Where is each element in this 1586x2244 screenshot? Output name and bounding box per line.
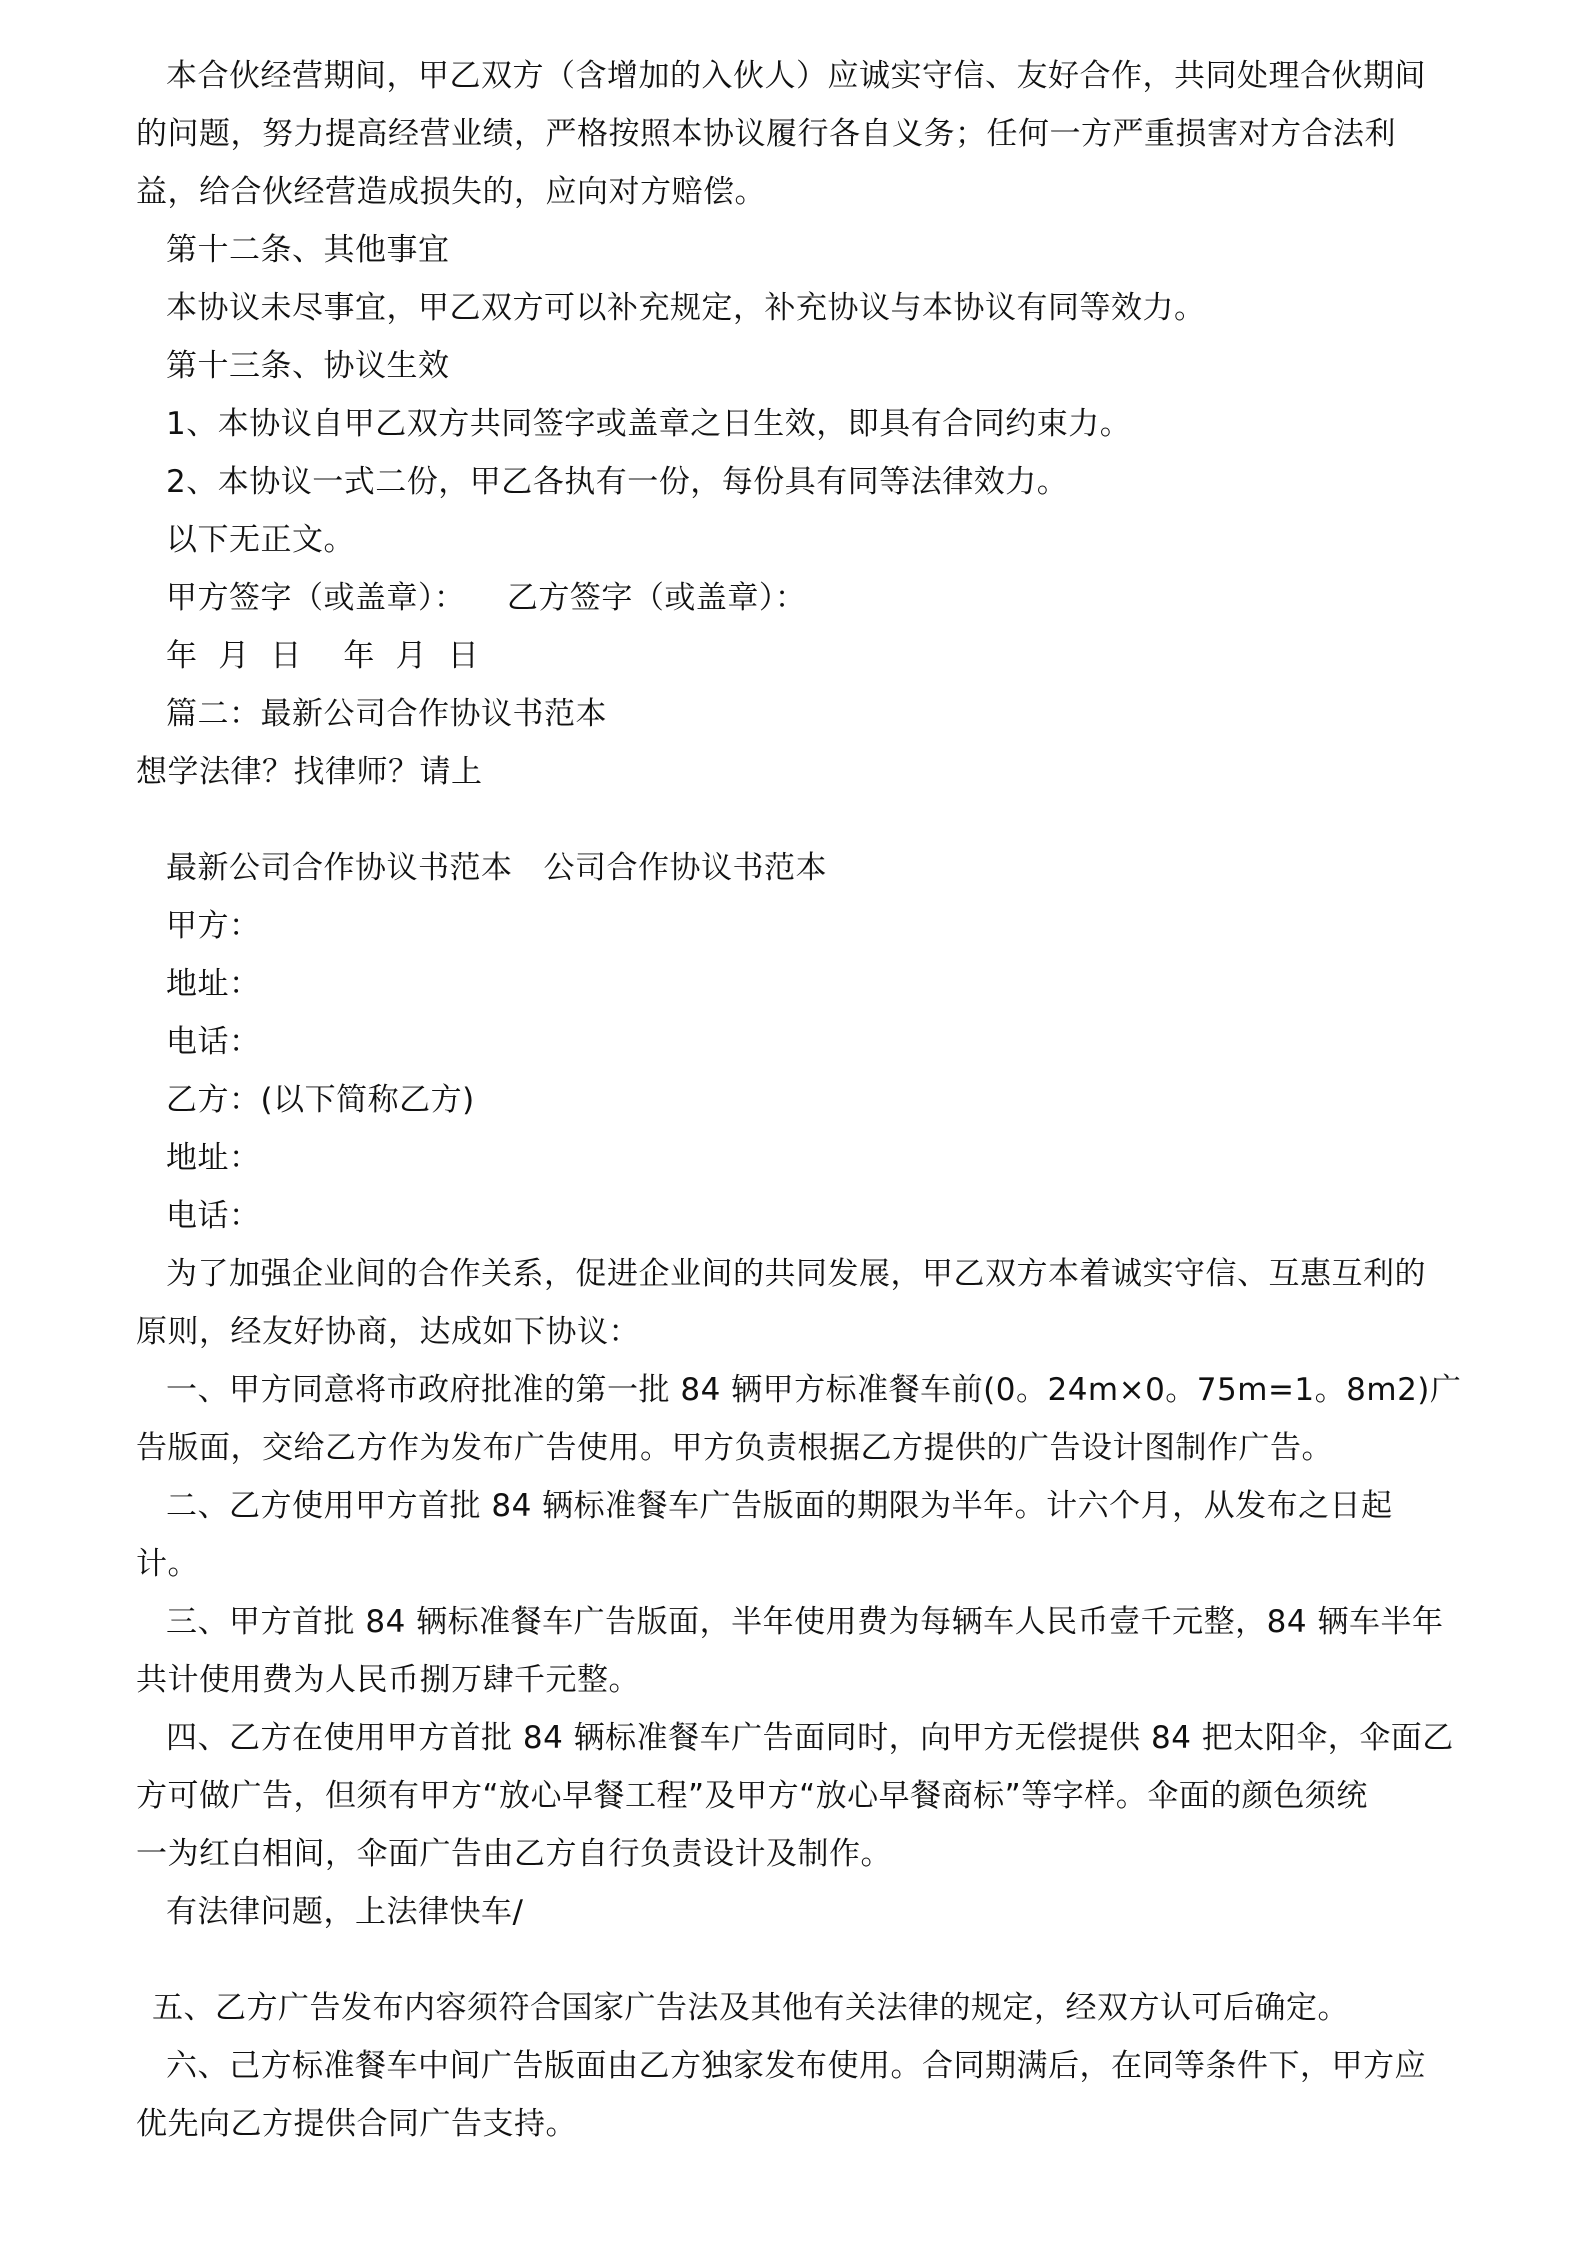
paragraph-line: 想学法律？找律师？请上 xyxy=(136,754,483,790)
paragraph-line: 本合伙经营期间，甲乙双方（含增加的入伙人）应诚实守信、友好合作，共同处理合伙期间 xyxy=(166,58,1426,94)
paragraph-line: 1、本协议自甲乙双方共同签字或盖章之日生效，即具有合同约束力。 xyxy=(166,406,1132,442)
paragraph-line: 优先向乙方提供合同广告支持。 xyxy=(136,2106,577,2142)
paragraph-line: 的问题，努力提高经营业绩，严格按照本协议履行各自义务；任何一方严重损害对方合法利 xyxy=(136,116,1396,152)
paragraph-line: 四、乙方在使用甲方首批 84 辆标准餐车广告面同时，向甲方无偿提供 84 把太阳伞，伞面乙 xyxy=(166,1720,1454,1756)
paragraph-line: 六、己方标准餐车中间广告版面由乙方独家发布使用。合同期满后，在同等条件下，甲方应 xyxy=(166,2048,1426,2084)
paragraph-line: 告版面，交给乙方作为发布广告使用。甲方负责根据乙方提供的广告设计图制作广告。 xyxy=(136,1430,1333,1466)
document-title: 最新公司合作协议书范本 公司合作协议书范本 xyxy=(166,850,828,886)
paragraph-line: 共计使用费为人民币捌万肆千元整。 xyxy=(136,1662,640,1698)
field-label: 电话： xyxy=(166,1198,261,1234)
paragraph-line: 原则，经友好协商，达成如下协议： xyxy=(136,1314,640,1350)
paragraph-line: 为了加强企业间的合作关系，促进企业间的共同发展，甲乙双方本着诚实守信、互惠互利的 xyxy=(166,1256,1426,1292)
paragraph-line: 三、甲方首批 84 辆标准餐车广告版面，半年使用费为每辆车人民币壹千元整，84 辆车半年 xyxy=(166,1604,1444,1640)
paragraph-line: 本协议未尽事宜，甲乙双方可以补充规定，补充协议与本协议有同等效力。 xyxy=(166,290,1206,326)
signature-line: 甲方签字（或盖章）： 乙方签字（或盖章）： xyxy=(166,580,807,616)
section-heading: 篇二：最新公司合作协议书范本 xyxy=(166,696,607,732)
field-label: 甲方： xyxy=(166,908,261,944)
field-label: 地址： xyxy=(166,1140,261,1176)
field-label: 乙方：(以下简称乙方) xyxy=(166,1082,475,1118)
date-line: 年 月 日 年 月 日 xyxy=(166,638,480,674)
paragraph-line: 有法律问题，上法律快车/ xyxy=(166,1894,524,1930)
paragraph-line: 计。 xyxy=(136,1546,199,1582)
paragraph-line: 二、乙方使用甲方首批 84 辆标准餐车广告版面的期限为半年。计六个月，从发布之日起 xyxy=(166,1488,1393,1524)
section-heading: 第十二条、其他事宜 xyxy=(166,232,450,268)
field-label: 地址： xyxy=(166,966,261,1002)
paragraph-line: 方可做广告，但须有甲方“放心早餐工程”及甲方“放心早餐商标”等字样。伞面的颜色须统 xyxy=(136,1778,1368,1814)
paragraph-line: 五、乙方广告发布内容须符合国家广告法及其他有关法律的规定，经双方认可后确定。 xyxy=(152,1990,1349,2026)
section-heading: 第十三条、协议生效 xyxy=(166,348,450,384)
field-label: 电话： xyxy=(166,1024,261,1060)
paragraph-line: 2、本协议一式二份，甲乙各执有一份，每份具有同等法律效力。 xyxy=(166,464,1069,500)
paragraph-line: 一为红白相间，伞面广告由乙方自行负责设计及制作。 xyxy=(136,1836,892,1872)
paragraph-line: 一、甲方同意将市政府批准的第一批 84 辆甲方标准餐车前(0。24m×0。75m=1。8m2)广 xyxy=(166,1372,1462,1408)
paragraph-line: 以下无正文。 xyxy=(166,522,355,558)
paragraph-line: 益，给合伙经营造成损失的，应向对方赔偿。 xyxy=(136,174,766,210)
